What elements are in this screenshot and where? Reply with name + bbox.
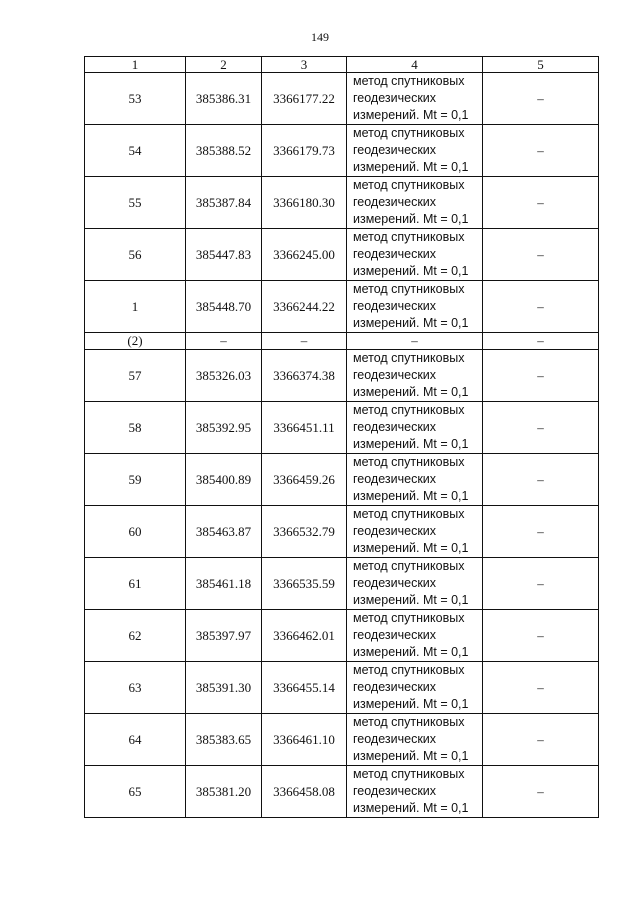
y-coordinate-cell: 3366451.11 bbox=[262, 402, 347, 454]
note-cell: – bbox=[483, 125, 599, 177]
table-row bbox=[85, 229, 599, 281]
method-cell bbox=[347, 125, 483, 177]
note-cell: – bbox=[483, 281, 599, 333]
header-row bbox=[85, 57, 599, 73]
x-coordinate-cell: 385397.97 bbox=[186, 610, 262, 662]
method-line-2: геодезических bbox=[353, 680, 437, 694]
x-coordinate-cell: 385383.65 bbox=[186, 714, 262, 766]
x-coordinate-cell: 385388.52 bbox=[186, 125, 262, 177]
point-cell: 59 bbox=[85, 454, 186, 506]
note-cell: – bbox=[483, 229, 599, 281]
table-row bbox=[85, 506, 599, 558]
x-coordinate-cell: 385463.87 bbox=[186, 506, 262, 558]
method-cell bbox=[347, 402, 483, 454]
point-cell: 60 bbox=[85, 506, 186, 558]
method-line-3: измерений. Mt = 0,1 bbox=[353, 749, 469, 763]
note-cell: – bbox=[483, 714, 599, 766]
x-coordinate-cell: 385381.20 bbox=[186, 766, 262, 818]
method-line-1: метод спутниковых bbox=[353, 282, 465, 296]
method-cell bbox=[347, 766, 483, 818]
y-coordinate-cell: 3366462.01 bbox=[262, 610, 347, 662]
point-cell: 55 bbox=[85, 177, 186, 229]
separator-point-cell: (2) bbox=[85, 333, 186, 350]
method-line-3: измерений. Mt = 0,1 bbox=[353, 489, 469, 503]
method-line-2: геодезических bbox=[353, 195, 437, 209]
method-line-3: измерений. Mt = 0,1 bbox=[353, 385, 469, 399]
method-line-1: метод спутниковых bbox=[353, 507, 465, 521]
table-row bbox=[85, 558, 599, 610]
header-cell-2: 2 bbox=[186, 57, 262, 73]
separator-y-cell: – bbox=[262, 333, 347, 350]
y-coordinate-cell: 3366177.22 bbox=[262, 73, 347, 125]
method-line-1: метод спутниковых bbox=[353, 767, 465, 781]
method-cell bbox=[347, 506, 483, 558]
y-coordinate-cell: 3366461.10 bbox=[262, 714, 347, 766]
point-cell: 63 bbox=[85, 662, 186, 714]
point-cell: 56 bbox=[85, 229, 186, 281]
method-cell bbox=[347, 73, 483, 125]
method-cell bbox=[347, 281, 483, 333]
x-coordinate-cell: 385386.31 bbox=[186, 73, 262, 125]
table-row bbox=[85, 766, 599, 818]
header-cell-5: 5 bbox=[483, 57, 599, 73]
y-coordinate-cell: 3366374.38 bbox=[262, 350, 347, 402]
method-line-1: метод спутниковых bbox=[353, 126, 465, 140]
point-cell: 65 bbox=[85, 766, 186, 818]
method-line-2: геодезических bbox=[353, 143, 437, 157]
method-line-1: метод спутниковых bbox=[353, 455, 465, 469]
method-cell bbox=[347, 610, 483, 662]
method-line-3: измерений. Mt = 0,1 bbox=[353, 801, 469, 815]
note-cell: – bbox=[483, 558, 599, 610]
x-coordinate-cell: 385461.18 bbox=[186, 558, 262, 610]
method-line-2: геодезических bbox=[353, 784, 437, 798]
method-line-2: геодезических bbox=[353, 472, 437, 486]
page-number: 149 bbox=[311, 30, 329, 44]
y-coordinate-cell: 3366245.00 bbox=[262, 229, 347, 281]
table-row bbox=[85, 714, 599, 766]
table-row bbox=[85, 402, 599, 454]
y-coordinate-cell: 3366179.73 bbox=[262, 125, 347, 177]
y-coordinate-cell: 3366458.08 bbox=[262, 766, 347, 818]
method-line-3: измерений. Mt = 0,1 bbox=[353, 541, 469, 555]
method-line-3: измерений. Mt = 0,1 bbox=[353, 697, 469, 711]
method-line-3: измерений. Mt = 0,1 bbox=[353, 645, 469, 659]
separator-x-cell: – bbox=[186, 333, 262, 350]
separator-method-cell: – bbox=[347, 333, 483, 350]
method-line-2: геодезических bbox=[353, 91, 437, 105]
x-coordinate-cell: 385326.03 bbox=[186, 350, 262, 402]
method-line-3: измерений. Mt = 0,1 bbox=[353, 160, 469, 174]
method-line-2: геодезических bbox=[353, 732, 437, 746]
y-coordinate-cell: 3366244.22 bbox=[262, 281, 347, 333]
method-cell bbox=[347, 350, 483, 402]
method-line-1: метод спутниковых bbox=[353, 559, 465, 573]
table-row bbox=[85, 73, 599, 125]
section-separator-row bbox=[85, 333, 599, 350]
table-row bbox=[85, 281, 599, 333]
method-cell bbox=[347, 714, 483, 766]
method-line-1: метод спутниковых bbox=[353, 715, 465, 729]
method-line-1: метод спутниковых bbox=[353, 351, 465, 365]
point-cell: 58 bbox=[85, 402, 186, 454]
point-cell: 1 bbox=[85, 281, 186, 333]
method-line-1: метод спутниковых bbox=[353, 611, 465, 625]
method-line-3: измерений. Mt = 0,1 bbox=[353, 108, 469, 122]
method-cell bbox=[347, 177, 483, 229]
method-line-1: метод спутниковых bbox=[353, 663, 465, 677]
method-line-2: геодезических bbox=[353, 247, 437, 261]
method-line-2: геодезических bbox=[353, 628, 437, 642]
x-coordinate-cell: 385387.84 bbox=[186, 177, 262, 229]
point-cell: 57 bbox=[85, 350, 186, 402]
method-cell bbox=[347, 454, 483, 506]
method-line-2: геодезических bbox=[353, 299, 437, 313]
table-row bbox=[85, 610, 599, 662]
x-coordinate-cell: 385400.89 bbox=[186, 454, 262, 506]
header-cell-3: 3 bbox=[262, 57, 347, 73]
method-line-2: геодезических bbox=[353, 524, 437, 538]
point-cell: 64 bbox=[85, 714, 186, 766]
table-row bbox=[85, 177, 599, 229]
method-line-3: измерений. Mt = 0,1 bbox=[353, 316, 469, 330]
method-cell bbox=[347, 558, 483, 610]
y-coordinate-cell: 3366455.14 bbox=[262, 662, 347, 714]
x-coordinate-cell: 385392.95 bbox=[186, 402, 262, 454]
method-line-2: геодезических bbox=[353, 420, 437, 434]
point-cell: 62 bbox=[85, 610, 186, 662]
note-cell: – bbox=[483, 402, 599, 454]
point-cell: 54 bbox=[85, 125, 186, 177]
y-coordinate-cell: 3366535.59 bbox=[262, 558, 347, 610]
point-cell: 53 bbox=[85, 73, 186, 125]
method-line-3: измерений. Mt = 0,1 bbox=[353, 593, 469, 607]
note-cell: – bbox=[483, 454, 599, 506]
x-coordinate-cell: 385391.30 bbox=[186, 662, 262, 714]
header-cell-4: 4 bbox=[347, 57, 483, 73]
x-coordinate-cell: 385447.83 bbox=[186, 229, 262, 281]
y-coordinate-cell: 3366532.79 bbox=[262, 506, 347, 558]
method-cell bbox=[347, 229, 483, 281]
method-line-3: измерений. Mt = 0,1 bbox=[353, 264, 469, 278]
coordinates-table bbox=[84, 56, 599, 818]
x-coordinate-cell: 385448.70 bbox=[186, 281, 262, 333]
note-cell: – bbox=[483, 506, 599, 558]
method-cell bbox=[347, 662, 483, 714]
method-line-3: измерений. Mt = 0,1 bbox=[353, 212, 469, 226]
note-cell: – bbox=[483, 610, 599, 662]
header-cell-1: 1 bbox=[85, 57, 186, 73]
note-cell: – bbox=[483, 662, 599, 714]
method-line-1: метод спутниковых bbox=[353, 230, 465, 244]
method-line-1: метод спутниковых bbox=[353, 403, 465, 417]
y-coordinate-cell: 3366180.30 bbox=[262, 177, 347, 229]
method-line-1: метод спутниковых bbox=[353, 178, 465, 192]
table-row bbox=[85, 125, 599, 177]
y-coordinate-cell: 3366459.26 bbox=[262, 454, 347, 506]
method-line-1: метод спутниковых bbox=[353, 74, 465, 88]
separator-note-cell: – bbox=[483, 333, 599, 350]
note-cell: – bbox=[483, 177, 599, 229]
method-line-3: измерений. Mt = 0,1 bbox=[353, 437, 469, 451]
note-cell: – bbox=[483, 350, 599, 402]
method-line-2: геодезических bbox=[353, 368, 437, 382]
point-cell: 61 bbox=[85, 558, 186, 610]
table-row bbox=[85, 454, 599, 506]
table-row bbox=[85, 350, 599, 402]
note-cell: – bbox=[483, 766, 599, 818]
method-line-2: геодезических bbox=[353, 576, 437, 590]
note-cell: – bbox=[483, 73, 599, 125]
table-row bbox=[85, 662, 599, 714]
